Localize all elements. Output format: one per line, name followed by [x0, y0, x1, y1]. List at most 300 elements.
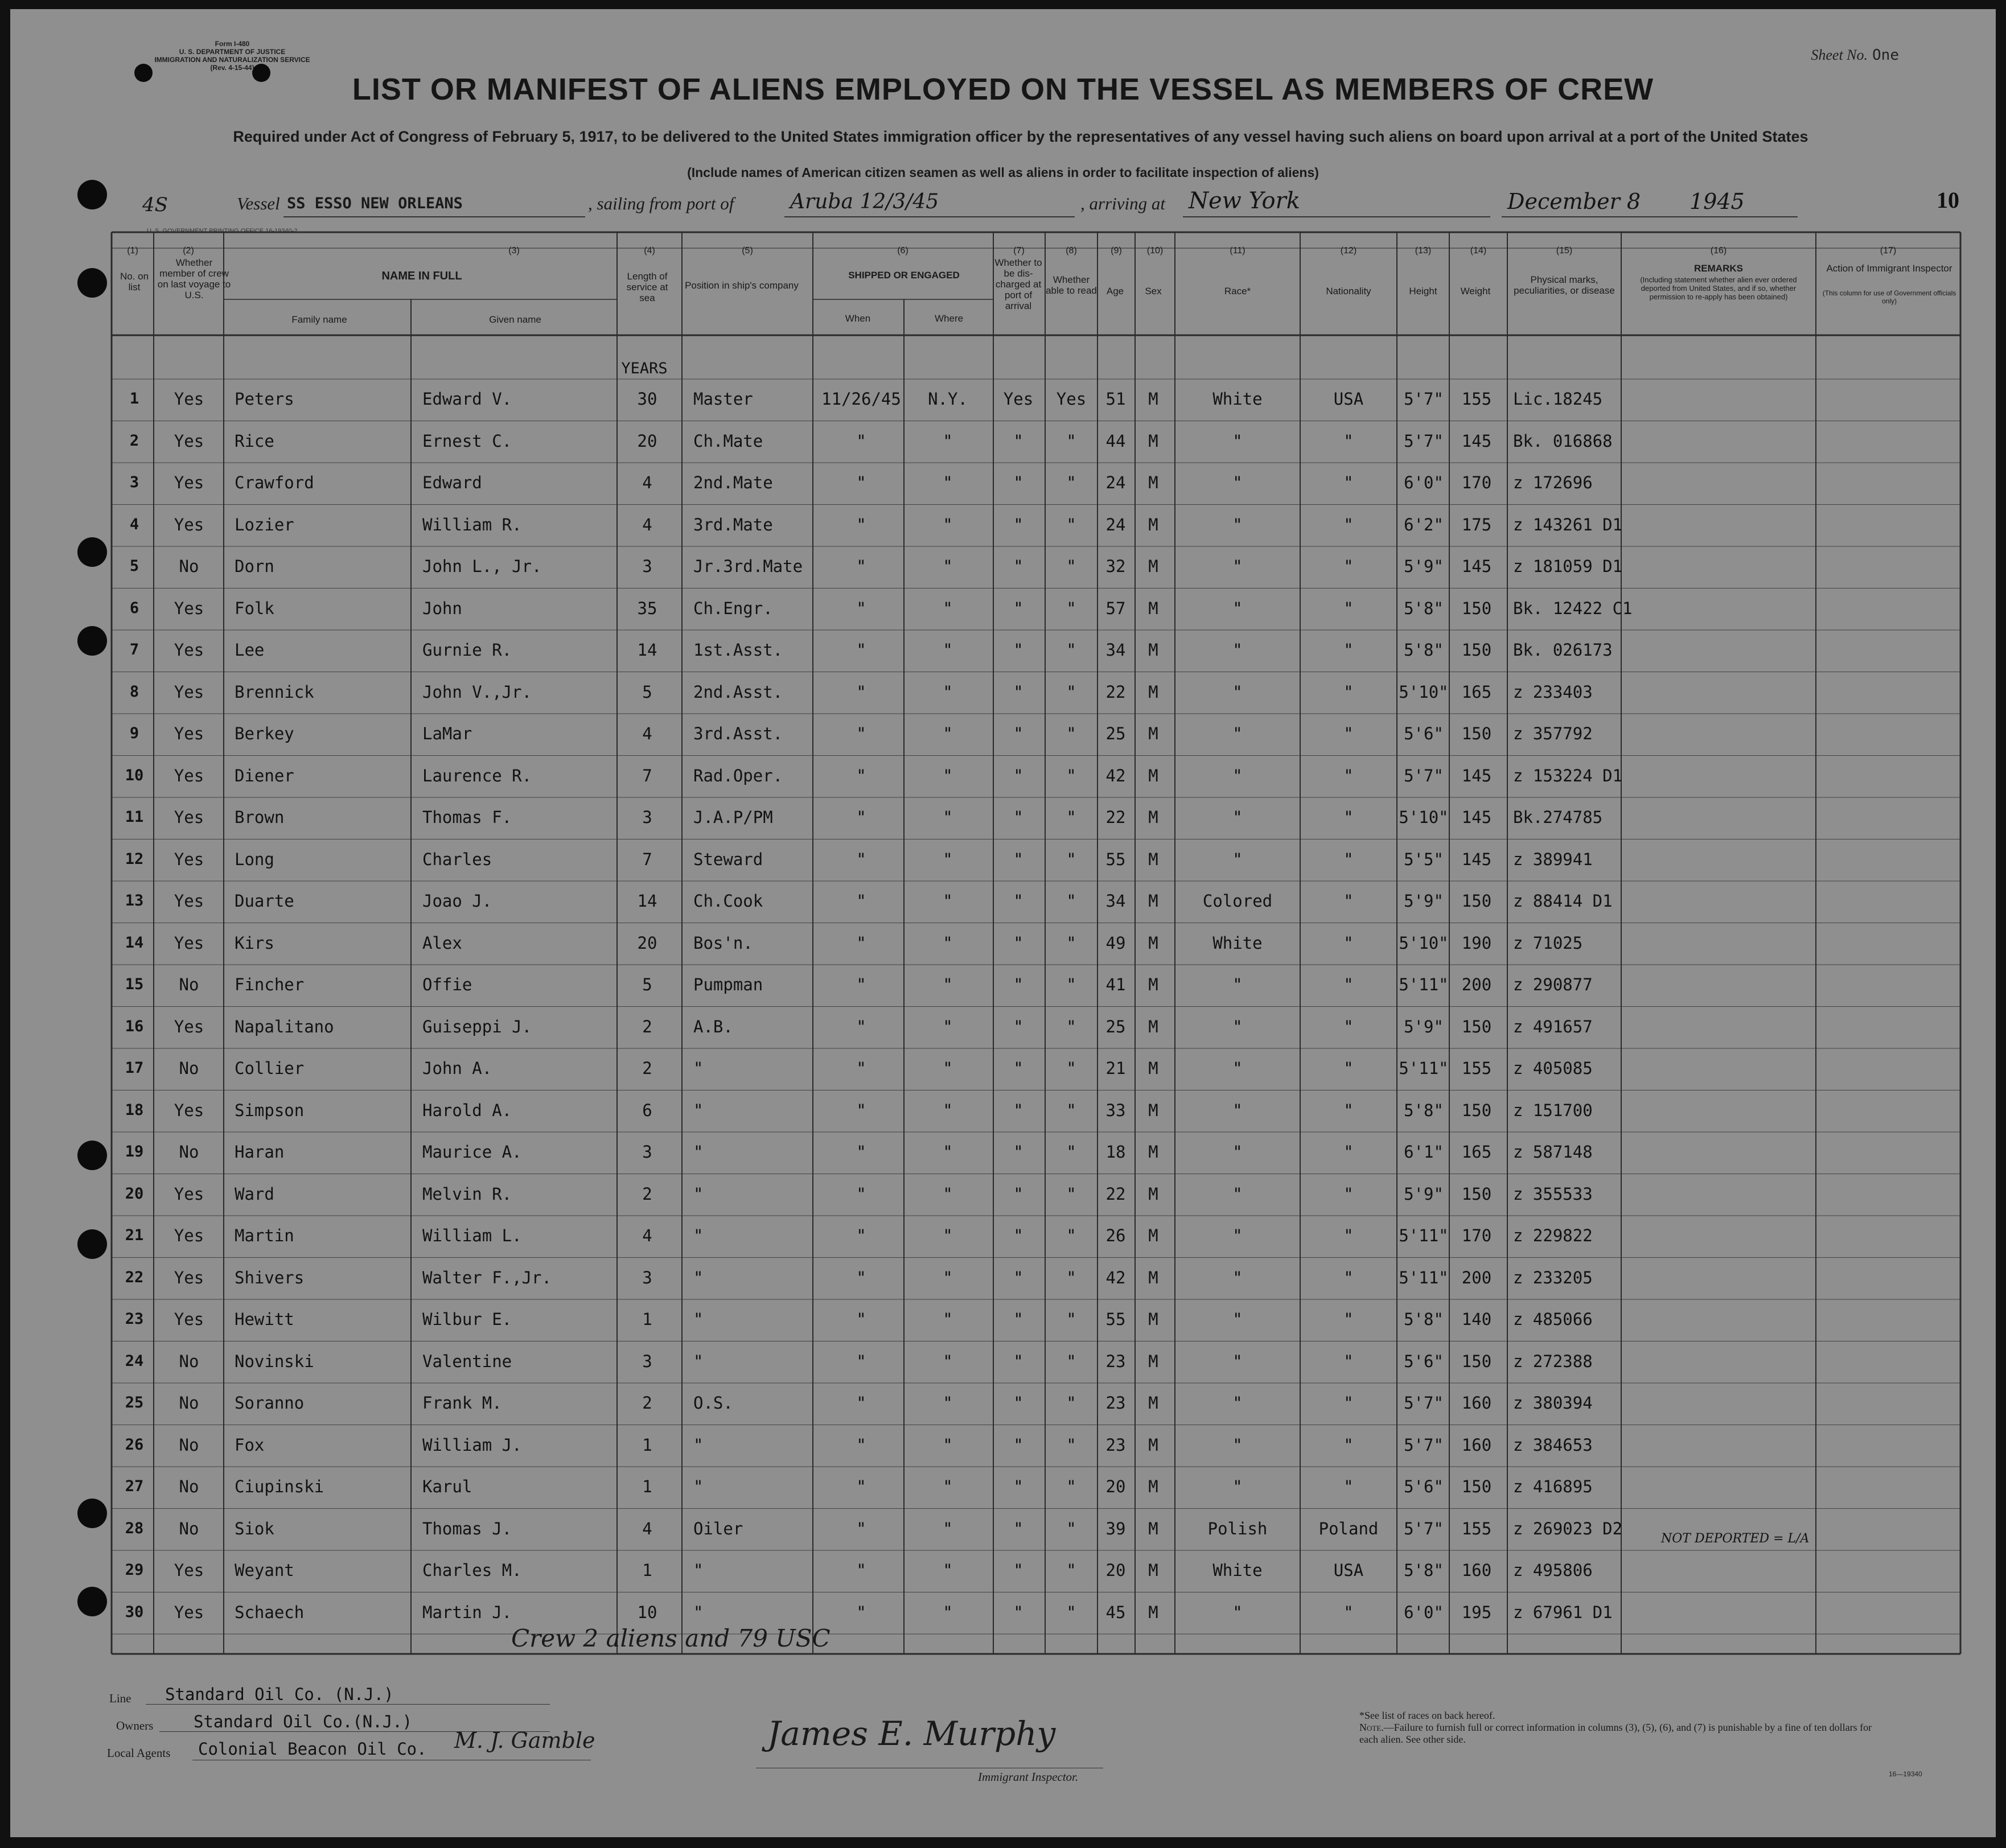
include-line: (Include names of American citizen seamen as well as aliens in order to facilitate inspection of aliens) — [687, 165, 1319, 180]
age: 33 — [1105, 1100, 1126, 1120]
weight: 170 — [1461, 1226, 1492, 1245]
shipped-when: " — [856, 724, 866, 743]
race: White — [1212, 389, 1263, 409]
vessel-label: Vessel — [237, 194, 280, 213]
physical-marks: z 272388 — [1513, 1351, 1593, 1371]
height: 5'9" — [1404, 891, 1444, 911]
remarks: NOT DEPORTED = L/A — [1661, 1531, 1810, 1546]
arrival-date: December 8 — [1507, 189, 1641, 214]
to-be-discharged: " — [1013, 1561, 1023, 1580]
sex: M — [1148, 933, 1158, 953]
sex: M — [1148, 975, 1158, 994]
sex: M — [1148, 389, 1158, 409]
row-number: 25 — [125, 1394, 144, 1411]
length-of-service: 2 — [642, 1016, 652, 1036]
nationality: " — [1343, 891, 1354, 911]
printing-office: U. S. GOVERNMENT PRINTING OFFICE 16-19340-2 — [147, 228, 298, 234]
row-number: 6 — [129, 599, 139, 617]
given-name: Valentine — [422, 1351, 512, 1371]
sex: M — [1148, 1310, 1158, 1329]
header-no-on-list: No. on list — [120, 271, 149, 293]
member-last-voyage: Yes — [174, 598, 204, 618]
age: 22 — [1105, 1184, 1126, 1204]
nationality: " — [1343, 1435, 1354, 1455]
length-of-service: 2 — [642, 1393, 652, 1413]
family-name: Lee — [235, 640, 265, 660]
given-name: Melvin R. — [422, 1184, 512, 1204]
length-of-service: 7 — [642, 765, 652, 785]
nationality: " — [1343, 1310, 1354, 1329]
position: 3rd.Asst. — [693, 724, 783, 743]
weight: 155 — [1461, 1059, 1492, 1078]
race: " — [1232, 598, 1243, 618]
age: 51 — [1105, 389, 1126, 409]
able-to-read: " — [1066, 1393, 1076, 1413]
shipped-where: " — [943, 1142, 953, 1162]
to-be-discharged: " — [1013, 808, 1023, 827]
physical-marks: z 153224 D1 — [1513, 765, 1623, 785]
row-number: 26 — [125, 1435, 144, 1454]
family-name: Diener — [235, 765, 294, 785]
length-of-service: 20 — [637, 431, 657, 451]
height: 5'9" — [1404, 1016, 1444, 1036]
agents-label: Local Agents — [107, 1746, 171, 1760]
given-name: Edward V. — [422, 389, 512, 409]
header-nationality: Nationality — [1326, 286, 1371, 297]
note-text: —Failure to furnish full or correct information in columns (3), (5), (6), and (7) is punishable by a fine of ten dollars for each alien. See other side. — [1359, 1722, 1872, 1745]
length-of-service: 7 — [642, 849, 652, 869]
able-to-read: " — [1066, 808, 1076, 827]
shipped-when: " — [856, 640, 866, 660]
weight: 145 — [1461, 557, 1492, 576]
underline — [146, 1704, 550, 1705]
agents-value: Colonial Beacon Oil Co. — [198, 1739, 427, 1759]
length-of-service: 3 — [642, 808, 652, 827]
to-be-discharged: Yes — [1003, 389, 1034, 409]
race: " — [1232, 682, 1243, 702]
able-to-read: " — [1066, 640, 1076, 660]
shipped-when: " — [856, 1184, 866, 1204]
column-number: (16) — [1710, 246, 1727, 256]
header-action: Action of Immigrant Inspector — [1826, 263, 1952, 274]
shipped-where: " — [943, 1226, 953, 1245]
position: " — [693, 1059, 704, 1078]
weight: 150 — [1461, 1477, 1492, 1496]
shipped-where: " — [943, 598, 953, 618]
height: 5'5" — [1404, 849, 1444, 869]
manifest-sheet — [10, 9, 1996, 1837]
given-name: Thomas J. — [422, 1518, 512, 1538]
age: 42 — [1105, 1267, 1126, 1287]
length-of-service: 1 — [642, 1477, 652, 1496]
sex: M — [1148, 473, 1158, 492]
header-action-sub: (This column for use of Government officials only) — [1822, 289, 1956, 305]
length-of-service: 1 — [642, 1561, 652, 1580]
position: Ch.Mate — [693, 431, 763, 451]
able-to-read: " — [1066, 1226, 1076, 1245]
sailing-port: Aruba 12/3/45 — [790, 190, 939, 213]
length-of-service: 2 — [642, 1059, 652, 1078]
height: 5'11" — [1399, 1226, 1449, 1245]
sex: M — [1148, 724, 1158, 743]
able-to-read: " — [1066, 1059, 1076, 1078]
given-name: John L., Jr. — [422, 557, 542, 576]
physical-marks: z 229822 — [1513, 1226, 1593, 1245]
family-name: Collier — [235, 1059, 305, 1078]
member-last-voyage: Yes — [174, 1100, 204, 1120]
shipped-where: " — [943, 808, 953, 827]
shipped-where: " — [943, 473, 953, 492]
nationality: " — [1343, 975, 1354, 994]
length-of-service: 5 — [642, 682, 652, 702]
shipped-where: " — [943, 1561, 953, 1580]
member-last-voyage: Yes — [174, 431, 204, 451]
race: Colored — [1202, 891, 1273, 911]
member-last-voyage: Yes — [174, 1561, 204, 1580]
nationality: " — [1343, 1100, 1354, 1120]
age: 55 — [1105, 1310, 1126, 1329]
height: 6'0" — [1404, 1602, 1444, 1622]
able-to-read: " — [1066, 1310, 1076, 1329]
row-number: 2 — [129, 431, 139, 450]
to-be-discharged: " — [1013, 1016, 1023, 1036]
to-be-discharged: " — [1013, 1518, 1023, 1538]
race: " — [1232, 557, 1243, 576]
position: Ch.Cook — [693, 891, 763, 911]
weight: 155 — [1461, 389, 1492, 409]
member-last-voyage: No — [179, 975, 199, 994]
able-to-read: " — [1066, 1267, 1076, 1287]
shipped-when: " — [856, 1100, 866, 1120]
arrival-year: 1945 — [1690, 189, 1745, 214]
height: 5'11" — [1399, 1267, 1449, 1287]
age: 18 — [1105, 1142, 1126, 1162]
position: Ch.Engr. — [693, 598, 773, 618]
weight: 155 — [1461, 1518, 1492, 1538]
family-name: Soranno — [235, 1393, 305, 1413]
header-name-in-full: NAME IN FULL — [381, 270, 462, 282]
race: " — [1232, 975, 1243, 994]
family-name: Schaech — [235, 1602, 305, 1622]
given-name: Harold A. — [422, 1100, 512, 1120]
column-number: (5) — [742, 246, 753, 256]
row-number: 27 — [125, 1477, 144, 1495]
length-of-service: 3 — [642, 1351, 652, 1371]
given-name: Alex — [422, 933, 462, 953]
row-number: 23 — [125, 1310, 144, 1328]
column-number: (7) — [1013, 246, 1025, 256]
height: 5'6" — [1404, 724, 1444, 743]
sex: M — [1148, 1184, 1158, 1204]
weight: 175 — [1461, 515, 1492, 534]
row-number: 10 — [125, 766, 144, 784]
shipped-when: " — [856, 1142, 866, 1162]
height: 5'9" — [1404, 557, 1444, 576]
row-number: 19 — [125, 1143, 144, 1160]
given-name: Frank M. — [422, 1393, 502, 1413]
nationality: " — [1343, 1016, 1354, 1036]
header-when: When — [845, 313, 871, 324]
race: " — [1232, 1435, 1243, 1455]
able-to-read: " — [1066, 765, 1076, 785]
height: 5'8" — [1404, 1561, 1444, 1580]
position: Oiler — [693, 1518, 743, 1538]
able-to-read: " — [1066, 473, 1076, 492]
column-number: (14) — [1470, 246, 1487, 256]
column-number: (6) — [897, 246, 909, 256]
able-to-read: " — [1066, 431, 1076, 451]
length-of-service: 4 — [642, 1518, 652, 1538]
form-line: IMMIGRATION AND NATURALIZATION SERVICE — [154, 56, 310, 64]
weight: 150 — [1461, 1016, 1492, 1036]
weight: 160 — [1461, 1393, 1492, 1413]
to-be-discharged: " — [1013, 849, 1023, 869]
position: " — [693, 1267, 704, 1287]
age: 21 — [1105, 1059, 1126, 1078]
height: 5'6" — [1404, 1351, 1444, 1371]
to-be-discharged: " — [1013, 1435, 1023, 1455]
physical-marks: z 405085 — [1513, 1059, 1593, 1078]
header-age: Age — [1106, 286, 1124, 297]
page-title: LIST OR MANIFEST OF ALIENS EMPLOYED ON THE VESSEL AS MEMBERS OF CREW — [352, 72, 1654, 106]
row-number: 11 — [125, 808, 144, 826]
member-last-voyage: No — [179, 1142, 199, 1162]
able-to-read: " — [1066, 1602, 1076, 1622]
member-last-voyage: Yes — [174, 1226, 204, 1245]
given-name: William J. — [422, 1435, 522, 1455]
row-number: 5 — [129, 557, 139, 575]
to-be-discharged: " — [1013, 933, 1023, 953]
row-number: 17 — [125, 1059, 144, 1077]
sex: M — [1148, 1561, 1158, 1580]
row-number: 3 — [129, 474, 139, 491]
nationality: " — [1343, 1059, 1354, 1078]
shipped-where: " — [943, 1100, 953, 1120]
note-label: Note. — [1359, 1722, 1384, 1733]
nationality: Poland — [1318, 1518, 1379, 1538]
length-of-service: 14 — [637, 640, 657, 660]
given-name: Ernest C. — [422, 431, 512, 451]
shipped-when: " — [856, 682, 866, 702]
row-number: 14 — [125, 933, 144, 952]
family-name: Peters — [235, 389, 294, 409]
nationality: " — [1343, 1267, 1354, 1287]
row-number: 8 — [129, 682, 139, 701]
race: " — [1232, 1184, 1243, 1204]
nationality: " — [1343, 473, 1354, 492]
member-last-voyage: Yes — [174, 473, 204, 492]
length-of-service: 20 — [637, 933, 657, 953]
column-number: (11) — [1230, 246, 1245, 256]
shipped-where: " — [943, 640, 953, 660]
length-of-service: 3 — [642, 1142, 652, 1162]
to-be-discharged: " — [1013, 1393, 1023, 1413]
weight: 170 — [1461, 473, 1492, 492]
nationality: " — [1343, 765, 1354, 785]
length-of-service: 1 — [642, 1435, 652, 1455]
shipped-when: " — [856, 933, 866, 953]
height: 6'1" — [1404, 1142, 1444, 1162]
height: 6'0" — [1404, 473, 1444, 492]
sex: M — [1148, 640, 1158, 660]
nationality: " — [1343, 724, 1354, 743]
shipped-where: " — [943, 891, 953, 911]
physical-marks: z 384653 — [1513, 1435, 1593, 1455]
row-number: 30 — [125, 1603, 144, 1621]
physical-marks: z 233403 — [1513, 682, 1593, 702]
given-name: Joao J. — [422, 891, 492, 911]
family-name: Martin — [235, 1226, 294, 1245]
member-last-voyage: Yes — [174, 640, 204, 660]
row-number: 24 — [125, 1352, 144, 1370]
physical-marks: z 151700 — [1513, 1100, 1593, 1120]
position: 3rd.Mate — [693, 515, 773, 534]
row-number: 21 — [125, 1226, 144, 1244]
age: 25 — [1105, 724, 1126, 743]
family-name: Folk — [235, 598, 274, 618]
inspector-signature: James E. Murphy — [767, 1714, 1056, 1753]
to-be-discharged: " — [1013, 765, 1023, 785]
age: 57 — [1105, 598, 1126, 618]
to-be-discharged: " — [1013, 1142, 1023, 1162]
shipped-where: " — [943, 933, 953, 953]
header-shipped-engaged: SHIPPED OR ENGAGED — [848, 270, 960, 281]
length-of-service: 30 — [637, 389, 657, 409]
age: 42 — [1105, 765, 1126, 785]
race: " — [1232, 1351, 1243, 1371]
row-number: 1 — [129, 390, 139, 408]
height: 5'7" — [1404, 1518, 1444, 1538]
age: 25 — [1105, 1016, 1126, 1036]
column-number: (2) — [183, 246, 194, 256]
sex: M — [1148, 1393, 1158, 1413]
shipped-where: " — [943, 1477, 953, 1496]
age: 55 — [1105, 849, 1126, 869]
member-last-voyage: No — [179, 1518, 199, 1538]
owners-label: Owners — [116, 1719, 154, 1732]
given-name: William L. — [422, 1226, 522, 1245]
member-last-voyage: Yes — [174, 849, 204, 869]
physical-marks: z 389941 — [1513, 849, 1593, 869]
physical-marks: z 495806 — [1513, 1561, 1593, 1580]
form-line: Form I-480 — [215, 40, 250, 48]
age: 39 — [1105, 1518, 1126, 1538]
sex: M — [1148, 1435, 1158, 1455]
to-be-discharged: " — [1013, 975, 1023, 994]
age: 44 — [1105, 431, 1126, 451]
position: " — [693, 1226, 704, 1245]
race: " — [1232, 1059, 1243, 1078]
able-to-read: " — [1066, 975, 1076, 994]
to-be-discharged: " — [1013, 1267, 1023, 1287]
line-value: Standard Oil Co. (N.J.) — [165, 1685, 394, 1704]
able-to-read: " — [1066, 598, 1076, 618]
age: 45 — [1105, 1602, 1126, 1622]
weight: 145 — [1461, 765, 1492, 785]
height: 5'6" — [1404, 1477, 1444, 1496]
length-of-service: 10 — [637, 1602, 657, 1622]
sex: M — [1148, 1351, 1158, 1371]
column-number: (13) — [1415, 246, 1432, 256]
given-name: Thomas F. — [422, 808, 512, 827]
position: 2nd.Asst. — [693, 682, 783, 702]
length-of-service: 4 — [642, 515, 652, 534]
able-to-read: " — [1066, 1561, 1076, 1580]
shipped-when: " — [856, 765, 866, 785]
shipped-when: " — [856, 1477, 866, 1496]
to-be-discharged: " — [1013, 1477, 1023, 1496]
able-to-read: Yes — [1056, 389, 1087, 409]
physical-marks: z 485066 — [1513, 1310, 1593, 1329]
sex: M — [1148, 557, 1158, 576]
position: Master — [693, 389, 753, 409]
weight: 150 — [1461, 1184, 1492, 1204]
header-height: Height — [1409, 286, 1437, 297]
header-discharged: Whether to be dis-charged at port of arrival — [994, 257, 1042, 311]
position: Bos'n. — [693, 933, 753, 953]
column-number: (1) — [127, 246, 138, 256]
weight: 145 — [1461, 431, 1492, 451]
family-name: Weyant — [235, 1561, 294, 1580]
shipped-where: " — [943, 1351, 953, 1371]
age: 23 — [1105, 1393, 1126, 1413]
member-last-voyage: Yes — [174, 1267, 204, 1287]
form-line: (Rev. 4-15-44) — [210, 64, 254, 72]
shipped-when: " — [856, 1226, 866, 1245]
sex: M — [1148, 1016, 1158, 1036]
shipped-when: " — [856, 1393, 866, 1413]
nationality: " — [1343, 808, 1354, 827]
nationality: " — [1343, 1226, 1354, 1245]
position: " — [693, 1310, 704, 1329]
header-given-name: Given name — [489, 314, 541, 325]
vessel-prefix-hand: 4S — [142, 194, 168, 216]
shipped-when: " — [856, 557, 866, 576]
weight: 160 — [1461, 1435, 1492, 1455]
to-be-discharged: " — [1013, 724, 1023, 743]
shipped-when: " — [856, 975, 866, 994]
nationality: " — [1343, 1393, 1354, 1413]
physical-marks: z 491657 — [1513, 1016, 1593, 1036]
height: 5'9" — [1404, 1184, 1444, 1204]
race: " — [1232, 473, 1243, 492]
family-name: Lozier — [235, 515, 294, 534]
shipped-where: " — [943, 1016, 953, 1036]
nationality: " — [1343, 557, 1354, 576]
shipped-when: " — [856, 808, 866, 827]
given-name: Charles M. — [422, 1561, 522, 1580]
shipped-when: " — [856, 1602, 866, 1622]
shipped-when: " — [856, 1267, 866, 1287]
member-last-voyage: Yes — [174, 724, 204, 743]
family-name: Simpson — [235, 1100, 305, 1120]
family-name: Napalitano — [235, 1016, 334, 1036]
shipped-where: " — [943, 431, 953, 451]
shipped-when: " — [856, 849, 866, 869]
shipped-when: " — [856, 1016, 866, 1036]
position: A.B. — [693, 1016, 733, 1036]
nationality: " — [1343, 1142, 1354, 1162]
sex: M — [1148, 431, 1158, 451]
shipped-when: " — [856, 473, 866, 492]
sex: M — [1148, 891, 1158, 911]
race: " — [1232, 724, 1243, 743]
shipped-when: " — [856, 1310, 866, 1329]
agents-hand: M. J. Gamble — [454, 1728, 595, 1753]
row-number: 29 — [125, 1561, 144, 1579]
weight: 150 — [1461, 640, 1492, 660]
nationality: " — [1343, 515, 1354, 534]
